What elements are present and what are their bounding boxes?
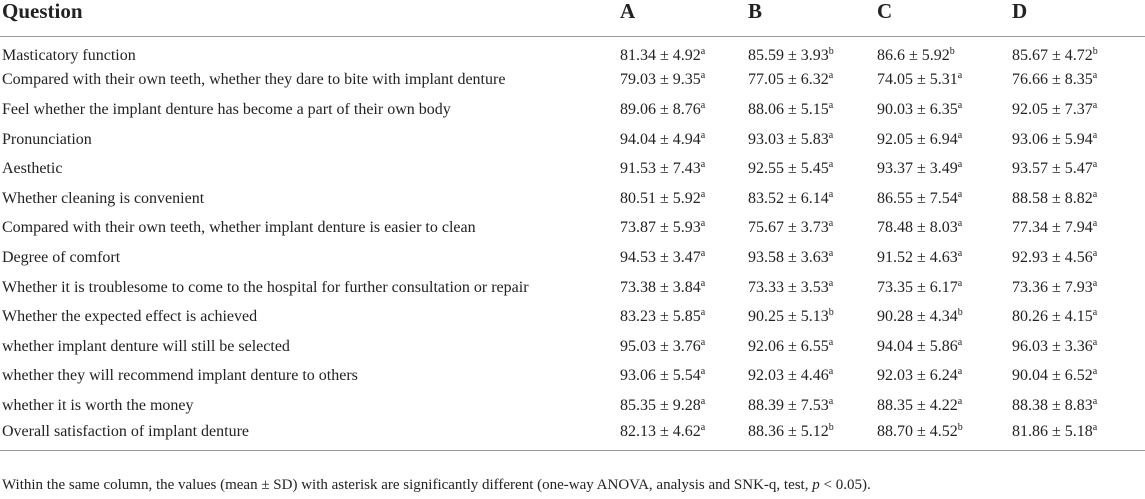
value-cell-b <box>748 332 877 362</box>
significance-letter: a <box>957 366 963 378</box>
question-cell: Compared with their own teeth, whether they dare to bite with implant denture <box>2 71 506 89</box>
significance-letter: a <box>1092 218 1098 230</box>
mean-sd-value: 94.53 ± 3.47 <box>620 248 701 266</box>
value-cell-b <box>748 66 877 96</box>
significance-letter: a <box>828 70 834 82</box>
mean-sd-value: 73.36 ± 7.93 <box>1012 278 1093 296</box>
significance-letter: a <box>828 188 834 200</box>
significance-letter: b <box>957 422 963 434</box>
value-cell-c <box>877 154 1012 184</box>
question-cell: whether they will recommend implant denture to others <box>2 367 358 385</box>
question-cell: Whether cleaning is convenient <box>2 189 205 207</box>
significance-letter: a <box>700 422 706 434</box>
mean-sd-value: 73.35 ± 6.17 <box>877 278 958 296</box>
value-cell-b <box>748 36 877 66</box>
mean-sd-value: 80.51 ± 5.92 <box>620 189 701 207</box>
value-cell-b <box>748 302 877 332</box>
question-cell: Degree of comfort <box>2 248 121 266</box>
mean-sd-value: 77.34 ± 7.94 <box>1012 219 1093 237</box>
mean-sd-value: 81.86 ± 5.18 <box>1012 423 1093 441</box>
mean-sd-value: 86.6 ± 5.92 <box>877 47 950 65</box>
table-row <box>0 391 1145 421</box>
mean-sd-value: 93.58 ± 3.63 <box>748 248 829 266</box>
mean-sd-value: 88.38 ± 8.83 <box>1012 396 1093 414</box>
table-row <box>0 184 1145 214</box>
value-cell-b <box>748 214 877 244</box>
value-cell-c <box>877 332 1012 362</box>
mean-sd-value: 73.33 ± 3.53 <box>748 278 829 296</box>
question-cell: Masticatory function <box>2 47 136 65</box>
mean-sd-value: 77.05 ± 6.32 <box>748 71 829 89</box>
mean-sd-value: 83.52 ± 6.14 <box>748 189 829 207</box>
mean-sd-value: 89.06 ± 8.76 <box>620 100 701 118</box>
question-cell: Whether it is troublesome to come to the hospital for further consultation or repair <box>2 278 529 296</box>
table-row <box>0 95 1145 125</box>
mean-sd-value: 90.28 ± 4.34 <box>877 308 958 326</box>
value-cell-d <box>1012 154 1145 184</box>
significance-letter: a <box>957 247 963 259</box>
mean-sd-value: 90.03 ± 6.35 <box>877 100 958 118</box>
significance-letter: a <box>1092 422 1098 434</box>
footnote-p-symbol: p <box>812 477 820 493</box>
significance-letter: a <box>828 218 834 230</box>
mean-sd-value: 86.55 ± 7.54 <box>877 189 958 207</box>
significance-letter: b <box>1092 46 1098 58</box>
value-cell-c <box>877 302 1012 332</box>
mean-sd-value: 80.26 ± 4.15 <box>1012 308 1093 326</box>
value-cell-d <box>1012 36 1145 66</box>
value-cell-d <box>1012 332 1145 362</box>
value-cell-a <box>620 95 748 125</box>
table-row <box>0 302 1145 332</box>
mean-sd-value: 85.35 ± 9.28 <box>620 396 701 414</box>
value-cell-c <box>877 95 1012 125</box>
significance-letter: a <box>700 336 706 348</box>
value-cell-c <box>877 273 1012 303</box>
mean-sd-value: 82.13 ± 4.62 <box>620 423 701 441</box>
significance-letter: a <box>828 277 834 289</box>
header-group-b: B <box>748 0 877 36</box>
value-cell-d <box>1012 125 1145 155</box>
value-cell-d <box>1012 302 1145 332</box>
mean-sd-value: 81.34 ± 4.92 <box>620 47 701 65</box>
mean-sd-value: 74.05 ± 5.31 <box>877 71 958 89</box>
table-row <box>0 66 1145 96</box>
value-cell-c <box>877 36 1012 66</box>
mean-sd-value: 90.04 ± 6.52 <box>1012 367 1093 385</box>
value-cell-d <box>1012 95 1145 125</box>
significance-letter: a <box>828 366 834 378</box>
significance-letter: a <box>700 129 706 141</box>
table-row <box>0 36 1145 66</box>
value-cell-d <box>1012 362 1145 392</box>
mean-sd-value: 93.03 ± 5.83 <box>748 130 829 148</box>
significance-letter: a <box>700 218 706 230</box>
significance-letter: a <box>1092 307 1098 319</box>
value-cell-c <box>877 362 1012 392</box>
significance-letter: a <box>1092 70 1098 82</box>
significance-letter: a <box>700 99 706 111</box>
significance-letter: a <box>828 99 834 111</box>
question-cell: whether implant denture will still be selected <box>2 337 290 355</box>
mean-sd-value: 78.48 ± 8.03 <box>877 219 958 237</box>
question-cell: Feel whether the implant denture has become a part of their own body <box>2 100 451 118</box>
mean-sd-value: 94.04 ± 4.94 <box>620 130 701 148</box>
question-cell: Compared with their own teeth, whether implant denture is easier to clean <box>2 219 476 237</box>
value-cell-b <box>748 184 877 214</box>
mean-sd-value: 88.06 ± 5.15 <box>748 100 829 118</box>
significance-letter: a <box>1092 277 1098 289</box>
significance-letter: b <box>828 46 834 58</box>
mean-sd-value: 91.52 ± 4.63 <box>877 248 958 266</box>
significance-letter: a <box>828 129 834 141</box>
question-cell: Aesthetic <box>2 160 63 178</box>
mean-sd-value: 92.03 ± 4.46 <box>748 367 829 385</box>
significance-letter: a <box>700 70 706 82</box>
question-cell: whether it is worth the money <box>2 396 194 414</box>
footnote-text-after: < 0.05). <box>819 477 871 493</box>
significance-letter: a <box>700 247 706 259</box>
mean-sd-value: 92.93 ± 4.56 <box>1012 248 1093 266</box>
significance-letter: a <box>1092 129 1098 141</box>
value-cell-c <box>877 421 1012 451</box>
significance-letter: a <box>957 159 963 171</box>
header-group-a: A <box>620 0 748 36</box>
value-cell-d <box>1012 66 1145 96</box>
mean-sd-value: 85.59 ± 3.93 <box>748 47 829 65</box>
significance-letter: a <box>1092 247 1098 259</box>
value-cell-a <box>620 421 748 451</box>
value-cell-a <box>620 243 748 273</box>
value-cell-c <box>877 125 1012 155</box>
significance-letter: a <box>828 159 834 171</box>
value-cell-c <box>877 243 1012 273</box>
significance-letter: a <box>1092 159 1098 171</box>
value-cell-d <box>1012 184 1145 214</box>
value-cell-b <box>748 154 877 184</box>
value-cell-c <box>877 66 1012 96</box>
significance-letter: a <box>957 336 963 348</box>
mean-sd-value: 75.67 ± 3.73 <box>748 219 829 237</box>
table-row <box>0 214 1145 244</box>
mean-sd-value: 93.06 ± 5.94 <box>1012 130 1093 148</box>
value-cell-a <box>620 273 748 303</box>
significance-letter: a <box>1092 188 1098 200</box>
mean-sd-value: 73.38 ± 3.84 <box>620 278 701 296</box>
significance-letter: a <box>700 188 706 200</box>
significance-letter: a <box>957 70 963 82</box>
table-row <box>0 332 1145 362</box>
mean-sd-value: 88.70 ± 4.52 <box>877 423 958 441</box>
value-cell-b <box>748 273 877 303</box>
significance-letter: a <box>957 129 963 141</box>
mean-sd-value: 88.58 ± 8.82 <box>1012 189 1093 207</box>
significance-letter: a <box>700 366 706 378</box>
mean-sd-value: 79.03 ± 9.35 <box>620 71 701 89</box>
significance-letter: a <box>700 277 706 289</box>
value-cell-a <box>620 184 748 214</box>
table-row <box>0 154 1145 184</box>
table-header-row <box>0 0 1145 36</box>
mean-sd-value: 91.53 ± 7.43 <box>620 160 701 178</box>
mean-sd-value: 88.35 ± 4.22 <box>877 396 958 414</box>
significance-letter: a <box>957 277 963 289</box>
value-cell-a <box>620 391 748 421</box>
value-cell-d <box>1012 243 1145 273</box>
significance-letter: a <box>1092 395 1098 407</box>
table-row <box>0 273 1145 303</box>
table-footnote <box>2 476 871 494</box>
significance-letter: a <box>700 159 706 171</box>
significance-letter: a <box>957 218 963 230</box>
mean-sd-value: 85.67 ± 4.72 <box>1012 47 1093 65</box>
value-cell-c <box>877 391 1012 421</box>
header-group-c: C <box>877 0 1012 36</box>
value-cell-d <box>1012 391 1145 421</box>
significance-letter: a <box>1092 366 1098 378</box>
significance-letter: a <box>957 395 963 407</box>
mean-sd-value: 96.03 ± 3.36 <box>1012 337 1093 355</box>
value-cell-a <box>620 154 748 184</box>
table-row <box>0 125 1145 155</box>
significance-letter: a <box>828 247 834 259</box>
table-row <box>0 421 1145 451</box>
mean-sd-value: 73.87 ± 5.93 <box>620 219 701 237</box>
mean-sd-value: 92.05 ± 7.37 <box>1012 100 1093 118</box>
value-cell-b <box>748 362 877 392</box>
question-cell: Overall satisfaction of implant denture <box>0 421 620 451</box>
value-cell-a <box>620 332 748 362</box>
significance-letter: a <box>700 46 706 58</box>
significance-letter: a <box>1092 99 1098 111</box>
significance-letter: b <box>828 422 834 434</box>
mean-sd-value: 95.03 ± 3.76 <box>620 337 701 355</box>
mean-sd-value: 93.06 ± 5.54 <box>620 367 701 385</box>
mean-sd-value: 94.04 ± 5.86 <box>877 337 958 355</box>
value-cell-b <box>748 125 877 155</box>
value-cell-d <box>1012 214 1145 244</box>
value-cell-a <box>620 362 748 392</box>
value-cell-c <box>877 184 1012 214</box>
mean-sd-value: 76.66 ± 8.35 <box>1012 71 1093 89</box>
header-question: Question <box>0 0 620 36</box>
significance-letter: a <box>957 99 963 111</box>
mean-sd-value: 88.39 ± 7.53 <box>748 396 829 414</box>
value-cell-a <box>620 66 748 96</box>
mean-sd-value: 90.25 ± 5.13 <box>748 308 829 326</box>
mean-sd-value: 83.23 ± 5.85 <box>620 308 701 326</box>
footnote-text-before: Within the same column, the values (mean ± SD) with asterisk are significantly different (one-way ANOVA, analysis and SNK-q, test, <box>2 477 813 493</box>
table-row <box>0 243 1145 273</box>
value-cell-a <box>620 302 748 332</box>
value-cell-d <box>1012 421 1145 451</box>
value-cell-b <box>748 391 877 421</box>
significance-letter: a <box>828 336 834 348</box>
value-cell-b <box>748 421 877 451</box>
question-cell: Pronunciation <box>2 130 92 148</box>
mean-sd-value: 93.57 ± 5.47 <box>1012 160 1093 178</box>
value-cell-a <box>620 214 748 244</box>
significance-letter: a <box>957 188 963 200</box>
mean-sd-value: 88.36 ± 5.12 <box>748 423 829 441</box>
value-cell-b <box>748 95 877 125</box>
significance-letter: b <box>957 307 963 319</box>
significance-letter: a <box>828 395 834 407</box>
mean-sd-value: 92.55 ± 5.45 <box>748 160 829 178</box>
mean-sd-value: 92.03 ± 6.24 <box>877 367 958 385</box>
significance-letter: a <box>1092 336 1098 348</box>
table-body <box>0 36 1145 450</box>
value-cell-c <box>877 214 1012 244</box>
table-row <box>0 362 1145 392</box>
value-cell-a <box>620 36 748 66</box>
significance-letter: a <box>700 307 706 319</box>
value-cell-d <box>1012 273 1145 303</box>
mean-sd-value: 93.37 ± 3.49 <box>877 160 958 178</box>
significance-letter: a <box>700 395 706 407</box>
significance-letter: b <box>949 46 955 58</box>
mean-sd-value: 92.06 ± 6.55 <box>748 337 829 355</box>
value-cell-b <box>748 243 877 273</box>
header-group-d: D <box>1012 0 1145 36</box>
mean-sd-value: 92.05 ± 6.94 <box>877 130 958 148</box>
significance-letter: b <box>828 307 834 319</box>
value-cell-a <box>620 125 748 155</box>
question-cell: Whether the expected effect is achieved <box>2 308 258 326</box>
